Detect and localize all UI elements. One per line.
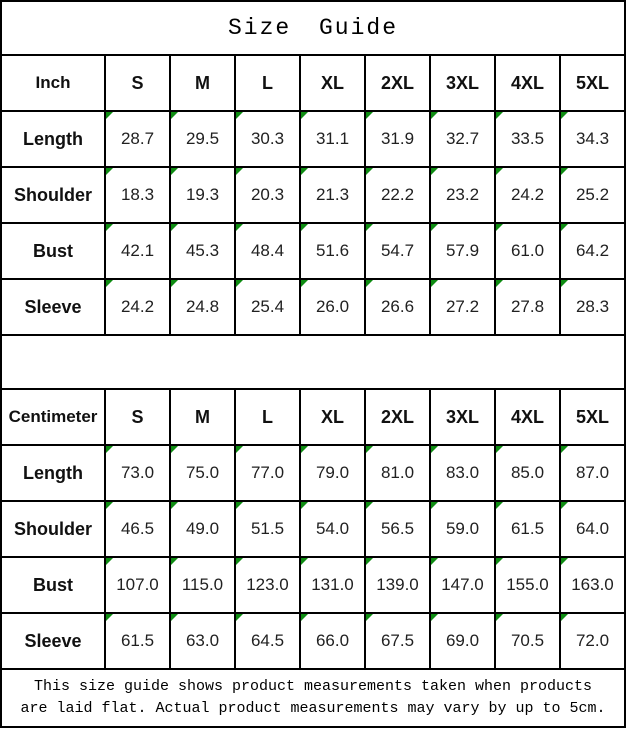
size-value-cell [430,223,495,279]
cell-corner-marker-icon [496,614,503,621]
table-row [1,167,625,223]
size-value-cell [365,445,430,501]
size-value: 115.0 [181,575,224,594]
size-col-header: 2XL [365,389,430,445]
cell-corner-marker-icon [561,112,568,119]
size-value-cell [170,111,235,167]
size-value-cell [170,501,235,557]
cell-corner-marker-icon [496,558,503,565]
size-col-header: S [105,55,170,111]
table-header-row [1,55,625,111]
size-value: 18.3 [120,185,155,204]
cell-corner-marker-icon [431,446,438,453]
size-value: 42.1 [120,241,155,260]
cell-corner-marker-icon [561,614,568,621]
size-value-cell [300,167,365,223]
size-col-header: 3XL [430,55,495,111]
cell-corner-marker-icon [236,280,243,287]
size-value-cell [560,223,625,279]
size-value: 29.5 [185,129,220,148]
size-value-cell [365,501,430,557]
size-value-cell [365,613,430,669]
size-col-header: XL [300,55,365,111]
size-value: 81.0 [380,463,415,482]
size-value: 75.0 [185,463,220,482]
cell-corner-marker-icon [301,558,308,565]
size-value-cell [235,223,300,279]
size-value: 61.5 [510,519,545,538]
size-value: 64.5 [250,631,285,650]
size-value-cell [300,613,365,669]
cell-corner-marker-icon [236,112,243,119]
size-value-cell [365,223,430,279]
cell-corner-marker-icon [431,112,438,119]
row-label: Bust [1,557,105,613]
cell-corner-marker-icon [236,502,243,509]
cell-corner-marker-icon [106,168,113,175]
size-value: 61.5 [120,631,155,650]
size-col-header: 5XL [560,389,625,445]
size-value-cell [495,279,560,335]
size-value: 72.0 [575,631,610,650]
size-value-cell [560,167,625,223]
table-row [1,111,625,167]
measurement-note-line1: This size guide shows product measurements taken when products [33,677,593,695]
size-value-cell [105,111,170,167]
cell-corner-marker-icon [171,446,178,453]
cell-corner-marker-icon [171,502,178,509]
size-value: 33.5 [510,129,545,148]
size-value: 32.7 [445,129,480,148]
size-col-header: 4XL [495,389,560,445]
size-value-cell [365,167,430,223]
size-value-cell [365,279,430,335]
size-value: 20.3 [250,185,285,204]
size-value: 31.9 [380,129,415,148]
inch-size-table [0,54,626,336]
cell-corner-marker-icon [171,614,178,621]
cell-corner-marker-icon [366,112,373,119]
cell-corner-marker-icon [301,502,308,509]
cell-corner-marker-icon [106,502,113,509]
measurement-note [0,668,626,728]
size-guide-title: Size Guide [0,0,626,56]
size-value-cell [560,613,625,669]
unit-header-centimeter: Centimeter [1,389,105,445]
size-value-cell [235,167,300,223]
cell-corner-marker-icon [106,280,113,287]
size-value: 22.2 [380,185,415,204]
size-value-cell [300,501,365,557]
cell-corner-marker-icon [236,614,243,621]
size-value: 51.6 [315,241,350,260]
cell-corner-marker-icon [431,614,438,621]
cell-corner-marker-icon [496,446,503,453]
size-value: 57.9 [445,241,480,260]
size-col-header: S [105,389,170,445]
cell-corner-marker-icon [561,280,568,287]
size-value-cell [430,111,495,167]
size-value-cell [105,501,170,557]
cell-corner-marker-icon [496,280,503,287]
size-value: 77.0 [250,463,285,482]
measurement-note-line2: are laid flat. Actual product measurements may vary by up to 5cm. [20,700,606,717]
cell-corner-marker-icon [431,280,438,287]
size-value-cell [495,167,560,223]
size-value-cell [430,167,495,223]
size-value-cell [560,557,625,613]
size-value: 139.0 [376,575,419,594]
size-value: 49.0 [185,519,220,538]
size-value-cell [105,557,170,613]
size-value-cell [235,445,300,501]
size-value: 28.7 [120,129,155,148]
cell-corner-marker-icon [171,558,178,565]
cell-corner-marker-icon [171,280,178,287]
size-value: 54.0 [315,519,350,538]
size-value: 21.3 [315,185,350,204]
size-value-cell [105,167,170,223]
size-value-cell [300,111,365,167]
size-value-cell [300,445,365,501]
size-value: 155.0 [506,575,549,594]
size-value: 67.5 [380,631,415,650]
row-label: Length [1,445,105,501]
size-value: 63.0 [185,631,220,650]
size-value: 23.2 [445,185,480,204]
size-value: 48.4 [250,241,285,260]
table-row [1,501,625,557]
row-label: Sleeve [1,613,105,669]
size-value: 87.0 [575,463,610,482]
size-value-cell [560,501,625,557]
size-value-cell [560,111,625,167]
cell-corner-marker-icon [431,502,438,509]
size-col-header: 2XL [365,55,430,111]
size-col-header: 4XL [495,55,560,111]
size-value-cell [495,557,560,613]
table-header-row [1,389,625,445]
cell-corner-marker-icon [171,112,178,119]
size-value-cell [170,279,235,335]
size-value-cell [300,557,365,613]
row-label: Bust [1,223,105,279]
size-col-header: M [170,55,235,111]
size-value-cell [560,279,625,335]
size-value: 131.0 [311,575,354,594]
table-separator [0,334,626,390]
size-value: 19.3 [185,185,220,204]
size-value-cell [300,279,365,335]
size-value: 28.3 [575,297,610,316]
cell-corner-marker-icon [106,558,113,565]
size-value-cell [430,501,495,557]
table-row [1,279,625,335]
row-label: Shoulder [1,501,105,557]
cell-corner-marker-icon [366,502,373,509]
size-value: 83.0 [445,463,480,482]
cell-corner-marker-icon [106,112,113,119]
cell-corner-marker-icon [366,614,373,621]
size-value: 24.2 [510,185,545,204]
size-col-header: 3XL [430,389,495,445]
size-value: 24.2 [120,297,155,316]
cell-corner-marker-icon [366,558,373,565]
cell-corner-marker-icon [301,614,308,621]
size-value-cell [170,167,235,223]
cell-corner-marker-icon [561,502,568,509]
cell-corner-marker-icon [561,168,568,175]
size-value-cell [170,445,235,501]
size-value-cell [495,501,560,557]
size-value: 51.5 [250,519,285,538]
cell-corner-marker-icon [561,446,568,453]
size-value: 30.3 [250,129,285,148]
size-value: 26.6 [380,297,415,316]
size-value: 56.5 [380,519,415,538]
cell-corner-marker-icon [496,168,503,175]
cell-corner-marker-icon [561,558,568,565]
size-value: 107.0 [116,575,159,594]
size-value-cell [105,613,170,669]
size-col-header: XL [300,389,365,445]
size-value: 34.3 [575,129,610,148]
size-value: 64.0 [575,519,610,538]
size-value-cell [430,557,495,613]
size-value: 79.0 [315,463,350,482]
cell-corner-marker-icon [171,168,178,175]
size-value: 59.0 [445,519,480,538]
size-value-cell [235,279,300,335]
size-value: 73.0 [120,463,155,482]
cell-corner-marker-icon [366,224,373,231]
size-value-cell [560,445,625,501]
table-row [1,613,625,669]
cell-corner-marker-icon [236,224,243,231]
table-row [1,445,625,501]
cell-corner-marker-icon [106,224,113,231]
cell-corner-marker-icon [301,168,308,175]
size-value: 163.0 [571,575,614,594]
cell-corner-marker-icon [431,224,438,231]
size-value: 27.8 [510,297,545,316]
cell-corner-marker-icon [301,112,308,119]
size-value: 66.0 [315,631,350,650]
size-value-cell [365,557,430,613]
size-value: 61.0 [510,241,545,260]
cell-corner-marker-icon [561,224,568,231]
centimeter-size-table [0,388,626,670]
size-value-cell [365,111,430,167]
cell-corner-marker-icon [366,446,373,453]
size-col-header: L [235,389,300,445]
table-row [1,557,625,613]
size-value-cell [170,223,235,279]
size-value-cell [105,445,170,501]
table-row [1,223,625,279]
size-value-cell [235,613,300,669]
size-value: 25.4 [250,297,285,316]
size-value-cell [235,111,300,167]
cell-corner-marker-icon [236,558,243,565]
unit-header-inch: Inch [1,55,105,111]
size-value-cell [495,445,560,501]
size-value: 54.7 [380,241,415,260]
size-value-cell [495,111,560,167]
cell-corner-marker-icon [301,224,308,231]
size-value-cell [430,279,495,335]
size-value: 64.2 [575,241,610,260]
size-value: 70.5 [510,631,545,650]
size-value: 123.0 [246,575,289,594]
size-col-header: 5XL [560,55,625,111]
cell-corner-marker-icon [301,446,308,453]
size-value: 24.8 [185,297,220,316]
size-value: 46.5 [120,519,155,538]
size-value: 45.3 [185,241,220,260]
size-value-cell [235,557,300,613]
size-value: 85.0 [510,463,545,482]
cell-corner-marker-icon [236,168,243,175]
cell-corner-marker-icon [366,280,373,287]
cell-corner-marker-icon [106,614,113,621]
cell-corner-marker-icon [431,558,438,565]
size-value-cell [170,557,235,613]
size-value-cell [495,223,560,279]
size-value: 31.1 [315,129,350,148]
row-label: Shoulder [1,167,105,223]
size-value-cell [300,223,365,279]
size-value: 147.0 [441,575,484,594]
size-value-cell [105,279,170,335]
size-col-header: L [235,55,300,111]
cell-corner-marker-icon [171,224,178,231]
cell-corner-marker-icon [496,112,503,119]
size-value-cell [430,613,495,669]
cell-corner-marker-icon [236,446,243,453]
cell-corner-marker-icon [106,446,113,453]
size-value: 27.2 [445,297,480,316]
cell-corner-marker-icon [496,502,503,509]
size-value-cell [105,223,170,279]
cell-corner-marker-icon [301,280,308,287]
row-label: Sleeve [1,279,105,335]
size-value: 26.0 [315,297,350,316]
size-value-cell [170,613,235,669]
size-value: 69.0 [445,631,480,650]
cell-corner-marker-icon [431,168,438,175]
cell-corner-marker-icon [496,224,503,231]
size-value-cell [235,501,300,557]
cell-corner-marker-icon [366,168,373,175]
size-col-header: M [170,389,235,445]
row-label: Length [1,111,105,167]
size-value-cell [495,613,560,669]
size-value-cell [430,445,495,501]
size-value: 25.2 [575,185,610,204]
